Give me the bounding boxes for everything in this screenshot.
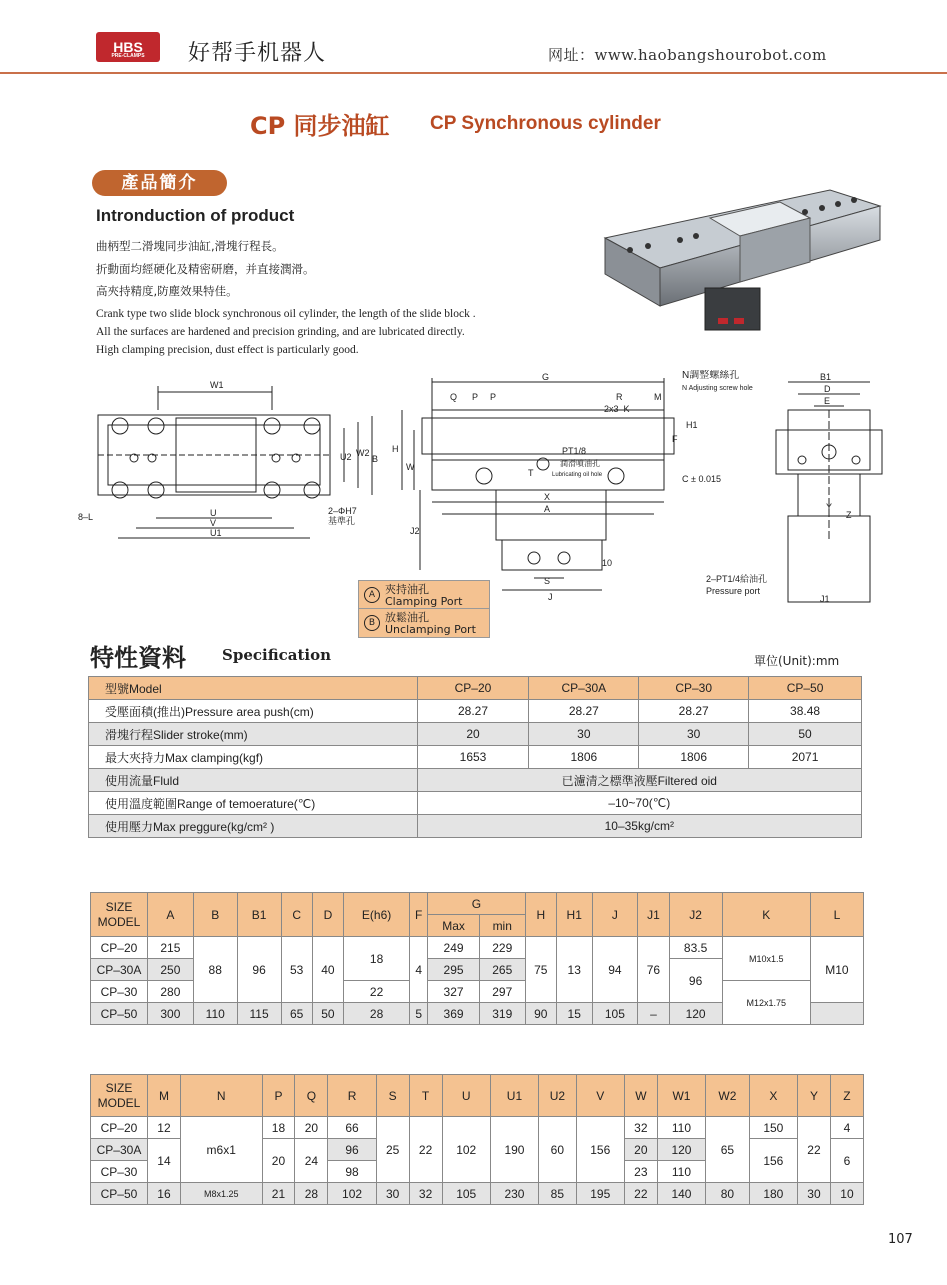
table-cell: 102 (442, 1117, 490, 1183)
table-cell: 22 (624, 1183, 657, 1205)
table-cell: 30 (529, 723, 639, 746)
intro-cn-line: 高夾持精度,防塵效果特佳。 (96, 284, 238, 298)
table-cell: CP–50 (91, 1003, 148, 1025)
table-header: L (810, 893, 863, 937)
table-cell: 250 (148, 959, 194, 981)
dim-x-label: X (544, 492, 551, 502)
table-corner: SIZE MODEL (91, 1075, 148, 1117)
table-cell: 120 (657, 1139, 705, 1161)
table-cell: 30 (376, 1183, 409, 1205)
table-cell: 96 (328, 1139, 376, 1161)
table-cell: 最大夾持力Max clamping(kgf) (89, 746, 418, 769)
table-header: H1 (556, 893, 592, 937)
table-header: F (410, 893, 428, 937)
table-cell: 28.27 (417, 700, 529, 723)
brand-name: 好帮手机器人 (188, 41, 327, 66)
table-cell: 105 (442, 1183, 490, 1205)
table-cell: 30 (639, 723, 749, 746)
table-cell: 5 (410, 1003, 428, 1025)
table-cell: 20 (262, 1139, 295, 1183)
table-header: A (148, 893, 194, 937)
table-cell: 115 (237, 1003, 281, 1025)
table-cell: 180 (749, 1183, 797, 1205)
table-cell: 20 (295, 1117, 328, 1139)
table-cell: 83.5 (669, 937, 722, 959)
table-cell: CP–50 (749, 677, 862, 700)
table-cell: 327 (428, 981, 480, 1003)
table-row (91, 893, 864, 915)
table-cell: 22 (344, 981, 410, 1003)
table-cell: CP–30 (91, 1161, 148, 1183)
table-cell: 22 (409, 1117, 442, 1183)
table-cell: 10 (830, 1183, 863, 1205)
table-cell: 65 (281, 1003, 312, 1025)
table-cell: 88 (193, 937, 237, 1003)
dim-p-label: P (472, 392, 479, 402)
port-symbol: B (364, 615, 380, 631)
dim-w1-label: W1 (210, 380, 224, 390)
table-cell: 50 (312, 1003, 343, 1025)
dim-a-label: A (544, 504, 551, 514)
spec-title-cn: 特性資料 (90, 644, 186, 672)
table-cell: 32 (624, 1117, 657, 1139)
table-cell: 80 (706, 1183, 750, 1205)
table-cell: 2071 (749, 746, 862, 769)
table-header: W2 (706, 1075, 750, 1117)
table-cell: 156 (576, 1117, 624, 1183)
dim-j2-label: J2 (410, 526, 420, 536)
table-cell: 280 (148, 981, 194, 1003)
table-cell: 32 (409, 1183, 442, 1205)
spec-table (88, 676, 862, 838)
table-cell: 25 (376, 1117, 409, 1183)
page-title-en: CP Synchronous cylinder (430, 113, 661, 134)
table-cell: 已濾清之標準液壓Filtered oid (417, 769, 861, 792)
table-header: R (328, 1075, 376, 1117)
table-cell: CP–20 (417, 677, 529, 700)
table-cell: M10x1.5 (722, 937, 810, 981)
port-symbol: A (364, 587, 380, 603)
table-cell: 120 (669, 1003, 722, 1025)
table-cell: 16 (148, 1183, 181, 1205)
table-header: Max (428, 915, 480, 937)
table-cell: 28.27 (639, 700, 749, 723)
dim-h-label: H (392, 444, 399, 454)
table-row (91, 1183, 864, 1205)
dim-d-label: D (824, 384, 831, 394)
table-cell: 38.48 (749, 700, 862, 723)
page-title-cn: CP 同步油缸 (250, 112, 390, 140)
table-row (89, 723, 862, 746)
table-cell: 265 (479, 959, 525, 981)
table-cell: M12x1.75 (722, 981, 810, 1025)
table-cell: 28.27 (529, 700, 639, 723)
dim-w-label: W (406, 462, 415, 472)
table-cell: 85 (539, 1183, 577, 1205)
product-photo (600, 178, 885, 338)
table-cell: 90 (525, 1003, 556, 1025)
table-cell: 96 (237, 937, 281, 1003)
table-cell: 319 (479, 1003, 525, 1025)
dim-pp-en-label: Pressure port (706, 586, 761, 596)
table-header: E(h6) (344, 893, 410, 937)
port-legend (358, 580, 490, 638)
table-header: K (722, 893, 810, 937)
table-row (89, 677, 862, 700)
table-cell: 300 (148, 1003, 194, 1025)
dim-z-label: Z (846, 510, 852, 520)
table-cell: CP–50 (91, 1183, 148, 1205)
table-cell: 53 (281, 937, 312, 1003)
table-header: T (409, 1075, 442, 1117)
table-cell: 14 (148, 1139, 181, 1183)
table-cell: m6x1 (180, 1117, 262, 1183)
dim-n-en-label: N Adjusting screw hole (682, 385, 753, 392)
dim-f-label: F (672, 434, 678, 444)
table-header: J2 (669, 893, 722, 937)
intro-en-line: High clamping precision, dust effect is particularly good. (96, 344, 359, 356)
dim-b-label: B (372, 454, 379, 464)
table-cell: 102 (328, 1183, 376, 1205)
table-header: Z (830, 1075, 863, 1117)
website: 网址：www.haobangshourobot.com (548, 46, 827, 64)
dim-hole-cn-label: 基準孔 (328, 516, 356, 526)
table-cell: 18 (262, 1117, 295, 1139)
table-cell: 297 (479, 981, 525, 1003)
dim-j-label: J (548, 592, 553, 602)
dim-q-label: Q (450, 392, 458, 402)
technical-drawing (76, 370, 906, 640)
dimension-table-1 (90, 892, 864, 1025)
intro-pill: 產品簡介 (92, 170, 227, 196)
table-cell: 140 (657, 1183, 705, 1205)
table-header: Q (295, 1075, 328, 1117)
dim-b1-label: B1 (820, 372, 832, 382)
table-cell: 195 (576, 1183, 624, 1205)
table-cell: 295 (428, 959, 480, 981)
dim-y-label: Y (826, 502, 833, 512)
table-header: U2 (539, 1075, 577, 1117)
dim-w2-label: W2 (356, 448, 370, 458)
dim-e-label: E (824, 396, 831, 406)
table-cell: 369 (428, 1003, 480, 1025)
table-cell: CP–20 (91, 1117, 148, 1139)
table-cell: 96 (669, 959, 722, 1003)
table-cell: 18 (344, 937, 410, 981)
table-cell: 30 (797, 1183, 830, 1205)
table-cell: – (638, 1003, 669, 1025)
dim-u2-label: U2 (340, 452, 352, 462)
table-cell: 1806 (639, 746, 749, 769)
table-cell: 22 (797, 1117, 830, 1183)
intro-heading: Intronduction of product (96, 206, 295, 225)
table-header: B1 (237, 893, 281, 937)
unit-label: 單位(Unit):mm (754, 654, 840, 668)
table-cell: CP–30A (91, 1139, 148, 1161)
table-cell: CP–30A (529, 677, 639, 700)
page-number: 107 (888, 1232, 913, 1247)
table-row (91, 1117, 864, 1139)
table-cell: 4 (410, 937, 428, 1003)
dim-pt-cn-label: 潤滑噴油孔 (560, 459, 600, 468)
dim-pp-label: 2–PT1/4給油孔 (706, 574, 768, 584)
table-cell: M8x1.25 (180, 1183, 262, 1205)
table-cell: 65 (706, 1117, 750, 1183)
table-cell: 60 (539, 1117, 577, 1183)
table-cell: 20 (417, 723, 529, 746)
port-row (359, 609, 489, 636)
table-cell: CP–30 (91, 981, 148, 1003)
dim-s-label: S (544, 576, 551, 586)
table-cell: 94 (592, 937, 638, 1003)
table-cell: 21 (262, 1183, 295, 1205)
dim-pt-en-label: Lubricating oil hole (552, 472, 603, 478)
dim-u1-label: U1 (210, 528, 222, 538)
table-cell: 受壓面積(推出)Pressure area push(cm) (89, 700, 418, 723)
table-cell: M10 (810, 937, 863, 1003)
dim-g-label: G (542, 372, 550, 382)
table-cell: 229 (479, 937, 525, 959)
table-cell: –10~70(℃) (417, 792, 861, 815)
table-header: J1 (638, 893, 669, 937)
table-row (89, 769, 862, 792)
table-cell: 4 (830, 1117, 863, 1139)
table-row (89, 792, 862, 815)
port-en: Unclamping Port (385, 623, 476, 636)
table-header: U (442, 1075, 490, 1117)
table-cell: 230 (490, 1183, 538, 1205)
dim-10-label: 10 (602, 558, 613, 568)
table-cell: 1806 (529, 746, 639, 769)
dim-n-label: N調整螺絲孔 (682, 370, 740, 381)
table-header: C (281, 893, 312, 937)
dim-8l-label: 8–L (78, 512, 94, 522)
dimension-table-2 (90, 1074, 864, 1205)
table-row (89, 815, 862, 838)
intro-en-line: All the surfaces are hardened and precision grinding, and are lubricated directly. (96, 326, 465, 338)
table-cell: 215 (148, 937, 194, 959)
table-cell: 23 (624, 1161, 657, 1183)
table-cell: CP–30A (91, 959, 148, 981)
table-header: V (576, 1075, 624, 1117)
table-cell: 105 (592, 1003, 638, 1025)
table-header: D (312, 893, 343, 937)
table-header: J (592, 893, 638, 937)
dim-c-label: C ± 0.015 (682, 474, 721, 484)
brand-logo: HBS PRE-CLAMPS (96, 32, 160, 62)
table-cell: 使用流量Fluld (89, 769, 418, 792)
table-cell: 15 (556, 1003, 592, 1025)
table-cell: 150 (749, 1117, 797, 1139)
table-cell: 76 (638, 937, 669, 1003)
table-cell: 110 (657, 1161, 705, 1183)
port-row (359, 581, 489, 609)
spec-title-en: Specification (222, 646, 331, 664)
table-cell: 使用溫度範圍Range of temoerature(℃) (89, 792, 418, 815)
dim-pt-label: PT1/8 (562, 446, 587, 456)
table-cell: 20 (624, 1139, 657, 1161)
dim-u-label: U (210, 508, 217, 518)
table-cell: 1653 (417, 746, 529, 769)
dim-t-label: T (528, 468, 534, 478)
table-header: B (193, 893, 237, 937)
table-row (91, 937, 864, 959)
table-cell: 6 (830, 1139, 863, 1183)
table-cell: 28 (295, 1183, 328, 1205)
intro-cn-line: 曲柄型二滑塊同步油缸,滑塊行程長。 (96, 239, 284, 253)
table-row (89, 700, 862, 723)
table-cell: 110 (193, 1003, 237, 1025)
table-cell (810, 1003, 863, 1025)
table-cell: 75 (525, 937, 556, 1003)
table-header: S (376, 1075, 409, 1117)
table-header: min (479, 915, 525, 937)
table-cell: 40 (312, 937, 343, 1003)
table-cell: CP–30 (639, 677, 749, 700)
intro-en-line: Crank type two slide block synchronous oil cylinder, the length of the slide block . (96, 308, 476, 320)
dim-j1-label: J1 (820, 594, 830, 604)
table-header: P (262, 1075, 295, 1117)
table-header: W1 (657, 1075, 705, 1117)
header-divider (0, 72, 947, 74)
table-cell: 滑塊行程Slider stroke(mm) (89, 723, 418, 746)
table-cell: 使用壓力Max preggure(kg/cm² ) (89, 815, 418, 838)
table-header: X (749, 1075, 797, 1117)
table-header: W (624, 1075, 657, 1117)
table-header: N (180, 1075, 262, 1117)
dim-h1-label: H1 (686, 420, 698, 430)
table-header: Y (797, 1075, 830, 1117)
table-header: H (525, 893, 556, 937)
port-cn: 夾持油孔 (385, 583, 429, 596)
table-cell: CP–20 (91, 937, 148, 959)
table-cell: 110 (657, 1117, 705, 1139)
dim-hole-label: 2–ΦH7 (328, 506, 357, 516)
port-cn: 放鬆油孔 (385, 611, 429, 624)
dim-r-label: R (616, 392, 623, 402)
table-header: M (148, 1075, 181, 1117)
table-cell: 型號Model (89, 677, 418, 700)
table-row (89, 746, 862, 769)
table-cell: 28 (344, 1003, 410, 1025)
dim-m-label: M (654, 392, 662, 402)
table-cell: 98 (328, 1161, 376, 1183)
table-cell: 190 (490, 1117, 538, 1183)
dim-k-label: 2x3–K (604, 404, 630, 414)
dim-p-label: P (490, 392, 497, 402)
intro-cn-line: 折動面均經硬化及精密研磨，并直接潤滑。 (96, 262, 315, 276)
table-cell: 249 (428, 937, 480, 959)
table-corner: SIZE MODEL (91, 893, 148, 937)
table-cell: 156 (749, 1139, 797, 1183)
table-cell: 12 (148, 1117, 181, 1139)
dim-v-label: V (210, 518, 217, 528)
table-cell: 10–35kg/cm² (417, 815, 861, 838)
table-cell: 66 (328, 1117, 376, 1139)
table-header: U1 (490, 1075, 538, 1117)
table-cell: 13 (556, 937, 592, 1003)
table-row (91, 1075, 864, 1117)
table-header: G (428, 893, 525, 915)
table-cell: 24 (295, 1139, 328, 1183)
port-en: Clamping Port (385, 595, 463, 608)
table-cell: 50 (749, 723, 862, 746)
